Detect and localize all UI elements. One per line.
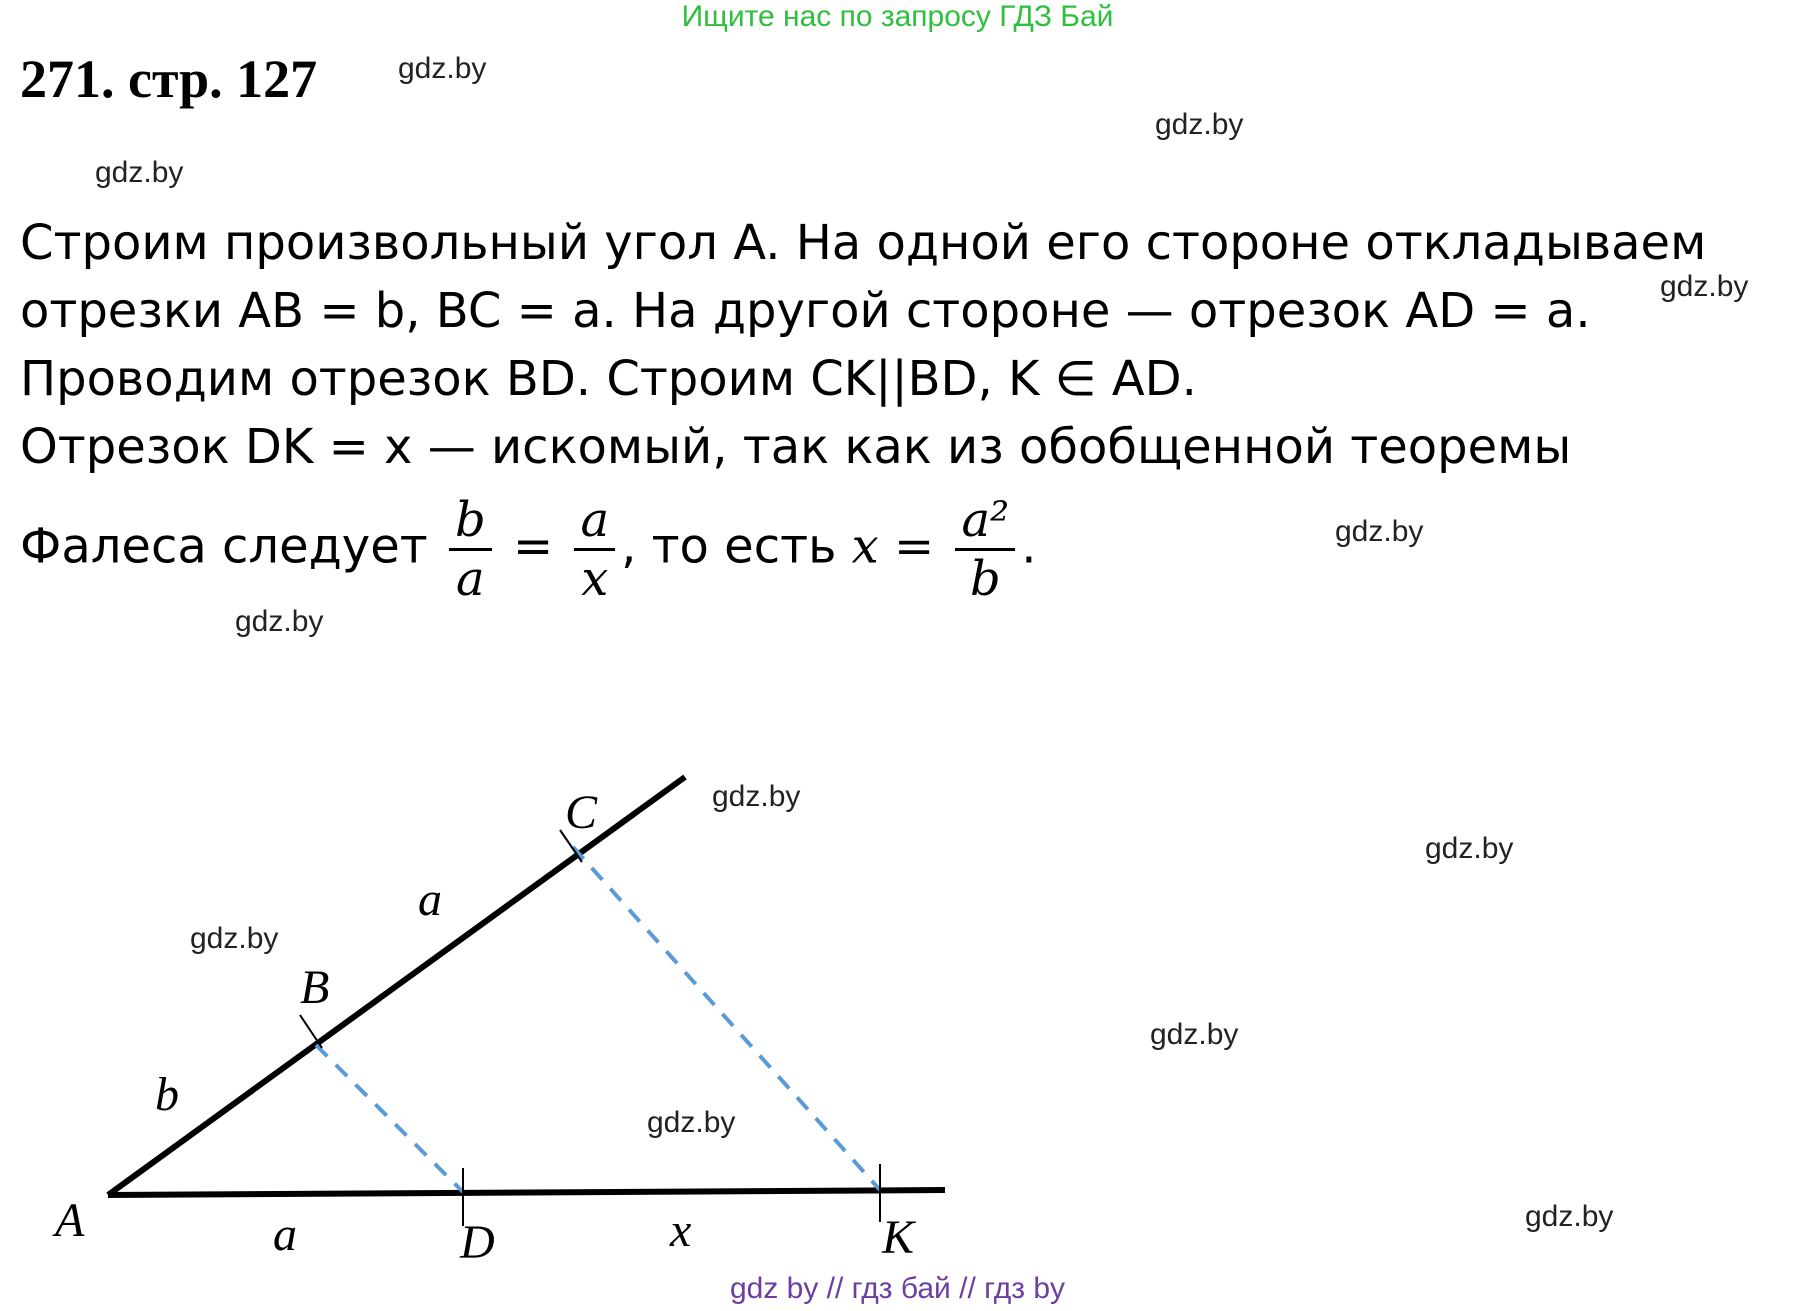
- watermark: gdz.by: [1525, 1200, 1614, 1233]
- ray-AK: [108, 1190, 945, 1195]
- label-K: K: [882, 1211, 915, 1264]
- watermark: gdz.by: [1425, 832, 1514, 865]
- fraction-denominator: a: [456, 551, 485, 607]
- equals-sign: =: [512, 518, 569, 575]
- fraction-numerator: b: [449, 492, 492, 551]
- line5-period: .: [1021, 518, 1037, 575]
- watermark: gdz.by: [190, 922, 279, 955]
- watermark: gdz.by: [1660, 270, 1749, 303]
- label-segment-b: b: [155, 1068, 179, 1121]
- label-D: D: [460, 1216, 495, 1269]
- label-segment-x: x: [670, 1204, 692, 1257]
- exercise-heading: 271. стр. 127: [20, 49, 318, 109]
- watermark: gdz.by: [1150, 1018, 1239, 1051]
- label-B: B: [300, 961, 330, 1014]
- fraction-numerator: a: [574, 492, 615, 551]
- label-A: A: [55, 1194, 85, 1247]
- x-equals: x =: [851, 518, 935, 575]
- watermark: gdz.by: [1335, 515, 1424, 548]
- label-segment-a-lower: a: [273, 1208, 297, 1261]
- footer-links: gdz by // гдз бай // гдз by: [729, 1272, 1066, 1305]
- line5-prefix: Фалеса следует: [20, 518, 428, 575]
- watermark: gdz.by: [235, 605, 324, 638]
- fraction-numerator: a²: [955, 492, 1015, 551]
- watermark: gdz.by: [647, 1106, 736, 1139]
- segment-CK: [573, 847, 880, 1190]
- search-banner: Ищите нас по запросу ГДЗ Бай: [681, 0, 1114, 33]
- line5-middle: , то есть: [621, 518, 837, 575]
- solution-line-1: Строим произвольный угол A. На одной его стороне откладываем: [20, 215, 1707, 271]
- ray-AC: [108, 777, 685, 1195]
- watermark: gdz.by: [712, 780, 801, 813]
- segment-BD: [316, 1045, 463, 1192]
- watermark: gdz.by: [95, 156, 184, 189]
- solution-line-2: отрезки AB = b, BC = a. На другой стороне — отрезок AD = a.: [20, 283, 1591, 339]
- label-segment-a-upper: a: [418, 873, 442, 926]
- solution-line-4: Отрезок DK = x — искомый, так как из обобщенной теоремы: [20, 419, 1572, 475]
- watermark: gdz.by: [1155, 108, 1244, 141]
- solution-line-3: Проводим отрезок BD. Строим CK||BD, K ∈ AD.: [20, 351, 1197, 407]
- watermark: gdz.by: [398, 52, 487, 85]
- fraction-denominator: x: [581, 551, 609, 607]
- label-C: C: [565, 786, 598, 839]
- fraction-denominator: b: [970, 551, 1001, 607]
- tick-B: [300, 1015, 322, 1048]
